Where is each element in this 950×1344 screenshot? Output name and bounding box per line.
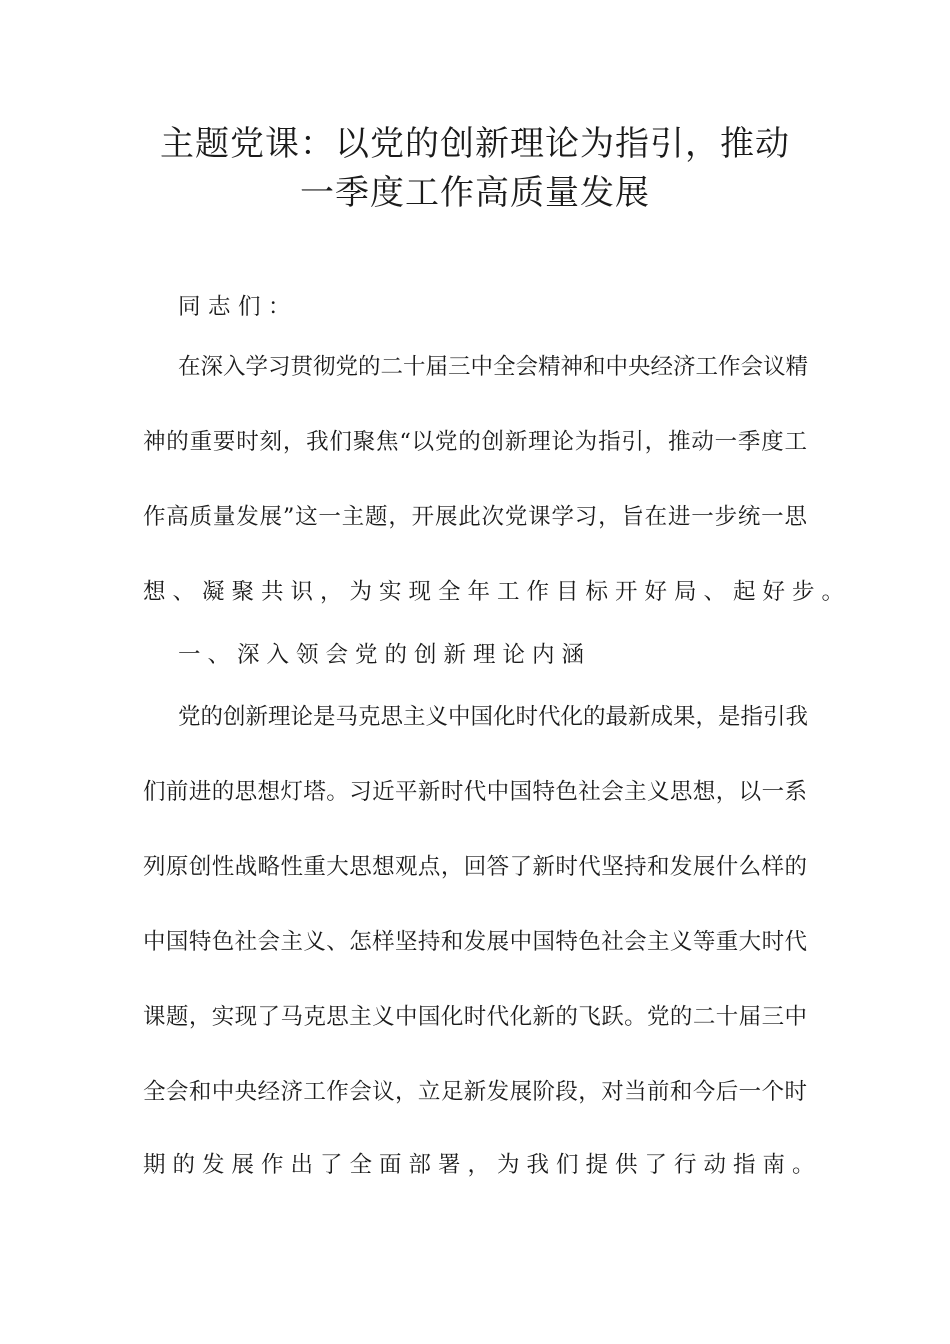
paragraph-1-line-1: 在深入学习贯彻党的二十届三中全会精神和中央经济工作会议精 <box>178 354 809 380</box>
paragraph-2-line-3: 列原创性战略性重大思想观点，回答了新时代坚持和发展什么样的 <box>143 854 807 880</box>
paragraph-2-line-5: 课题，实现了马克思主义中国化时代化新的飞跃。党的二十届三中 <box>143 1004 807 1030</box>
salutation: 同志们： <box>178 294 299 320</box>
paragraph-1-line-4: 想、凝聚共识，为实现全年工作目标开好局、起好步。 <box>143 579 852 605</box>
paragraph-2-line-4: 中国特色社会主义、怎样坚持和发展中国特色社会主义等重大时代 <box>143 929 807 955</box>
document-title-line-1: 主题党课：以党的创新理论为指引，推动 <box>160 124 790 164</box>
paragraph-2-line-1: 党的创新理论是马克思主义中国化时代化的最新成果，是指引我 <box>178 704 809 730</box>
section-1-heading: 一、深入领会党的创新理论内涵 <box>178 642 592 668</box>
paragraph-2-line-2: 们前进的思想灯塔。习近平新时代中国特色社会主义思想，以一系 <box>143 779 807 805</box>
paragraph-1-line-2: 神的重要时刻，我们聚焦“以党的创新理论为指引，推动一季度工 <box>143 429 807 455</box>
paragraph-2-line-6: 全会和中央经济工作会议，立足新发展阶段，对当前和今后一个时 <box>143 1079 807 1105</box>
paragraph-2-line-7: 期的发展作出了全面部署，为我们提供了行动指南。 <box>143 1152 822 1178</box>
document-title-line-2: 一季度工作高质量发展 <box>300 173 650 213</box>
paragraph-1-line-3: 作高质量发展”这一主题，开展此次党课学习，旨在进一步统一思 <box>143 504 807 530</box>
